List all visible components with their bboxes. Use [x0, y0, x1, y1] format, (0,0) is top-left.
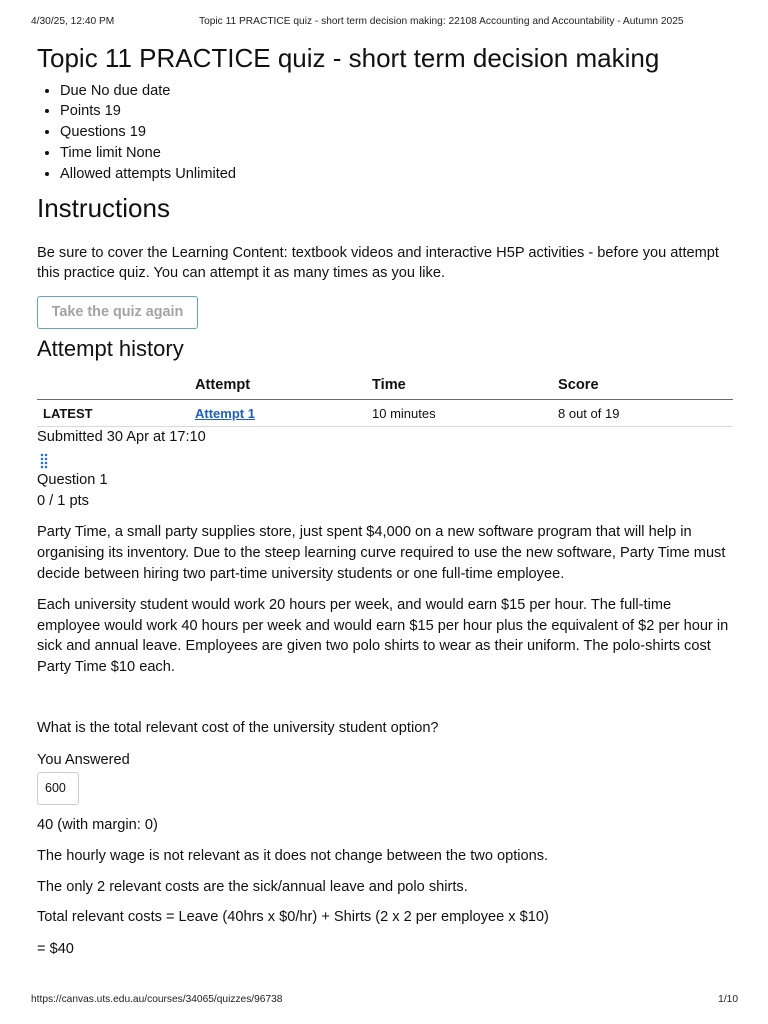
explanation-line: Total relevant costs = Leave (40hrs x $0/hr) + Shirts (2 x 2 per employee x $10)	[37, 908, 549, 925]
table-header-score: Score	[552, 371, 733, 400]
explanation-line: = $40	[37, 940, 74, 957]
quiz-details-list	[37, 81, 733, 185]
table-row	[37, 400, 733, 427]
detail-value: 19	[104, 103, 121, 120]
explanation-line: The hourly wage is not relevant as it does not change between the two options.	[37, 847, 549, 864]
table-header-row	[37, 371, 733, 400]
correct-answer: 40 (with margin: 0)	[37, 816, 158, 833]
attempt-cell	[189, 400, 366, 427]
submitted-answer-field: 600	[37, 772, 79, 805]
quiz-detail-points	[60, 101, 733, 122]
question-scenario-paragraph: Party Time, a small party supplies store, just spent $4,000 on a new software program that will help in organising its inventory. Due to the steep learning curve required to use the new software, Party Time must decide between hiring two part-time university students or one full-time employee.	[37, 524, 726, 582]
instructions-text: Be sure to cover the Learning Content: textbook videos and interactive H5P activities - before you attempt this practice quiz. You can attempt it as many times as you like.	[37, 244, 719, 282]
question-points: 0 / 1 pts	[37, 492, 89, 509]
attempt-time: 10 minutes	[366, 400, 552, 427]
table-header-status	[37, 371, 189, 400]
print-footer	[0, 994, 768, 1006]
detail-value: None	[125, 144, 161, 161]
print-url: https://canvas.uts.edu.au/courses/34065/quizzes/96738	[31, 994, 283, 1005]
print-page-title: Topic 11 PRACTICE quiz - short term decision making: 22108 Accounting and Accountability - Autumn 2025	[199, 16, 684, 27]
table-header-time: Time	[366, 371, 552, 400]
print-header	[0, 16, 768, 28]
question-prompt: What is the total relevant cost of the university student option?	[37, 720, 439, 737]
detail-label: Allowed attempts	[60, 165, 172, 182]
attempt-link[interactable]: Attempt 1	[195, 405, 255, 421]
detail-label: Time limit	[60, 144, 122, 161]
detail-value: No due date	[90, 82, 171, 99]
attempt-status-badge: LATEST	[37, 400, 189, 427]
detail-label: Due	[60, 82, 87, 99]
print-datetime: 4/30/25, 12:40 PM	[31, 16, 115, 27]
detail-value: Unlimited	[175, 165, 237, 182]
page-title: Topic 11 PRACTICE quiz - short term decision making	[37, 43, 660, 73]
quiz-detail-questions	[60, 122, 733, 143]
quiz-detail-due	[60, 81, 733, 102]
detail-value: 19	[129, 124, 147, 141]
quiz-detail-allowed-attempts	[60, 164, 733, 185]
attempt-score: 8 out of 19	[552, 400, 733, 427]
drag-handle-icon	[40, 453, 48, 469]
quiz-page	[37, 42, 733, 960]
question-scenario-paragraph: Each university student would work 20 hours per week, and would earn $15 per hour. The full-time employee would work 40 hours per week and would earn $15 per hour plus the equivalent of $2 per hour in sick and annual leave. Employees are given two polo shirts to wear as their uniform. The polo-shirts cost Party Time $10 each.	[37, 596, 729, 676]
explanation-line: The only 2 relevant costs are the sick/annual leave and polo shirts.	[37, 878, 468, 895]
detail-label: Questions	[60, 124, 126, 141]
you-answered-label: You Answered	[37, 752, 130, 768]
take-quiz-again-button[interactable]: Take the quiz again	[37, 296, 198, 329]
instructions-heading: Instructions	[37, 192, 170, 223]
print-page-number: 1/10	[718, 994, 738, 1005]
submitted-timestamp: Submitted 30 Apr at 17:10	[37, 429, 206, 446]
attempt-history-heading: Attempt history	[37, 335, 184, 361]
attempt-history-table	[37, 371, 733, 428]
question-title: Question 1	[37, 472, 108, 489]
detail-label: Points	[60, 103, 101, 120]
table-header-attempt: Attempt	[189, 371, 366, 400]
quiz-detail-time-limit	[60, 143, 733, 164]
